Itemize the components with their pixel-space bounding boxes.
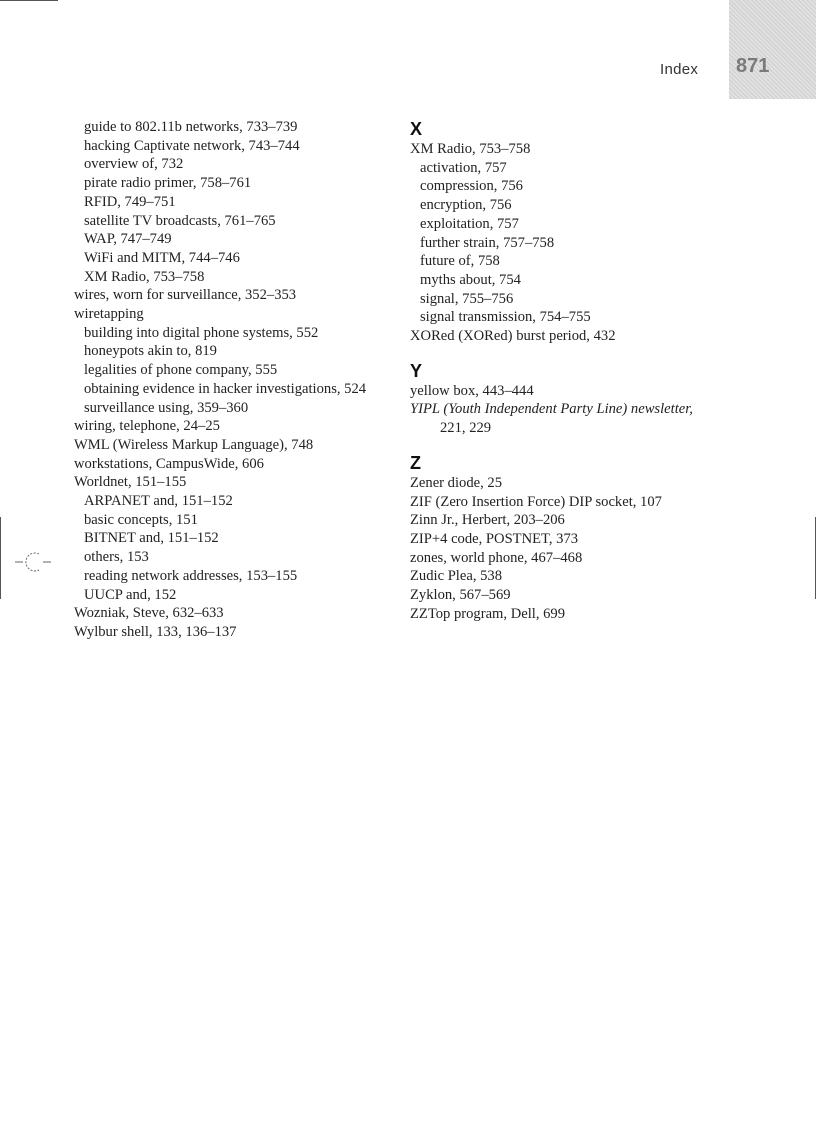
index-entry: Wylbur shell, 133, 136–137	[74, 623, 237, 640]
index-subentry: BITNET and, 151–152	[84, 530, 219, 547]
index-entry: Zudic Plea, 538	[410, 568, 503, 585]
index-subentry: myths about, 754	[420, 271, 521, 288]
page-number: 871	[736, 55, 770, 77]
index-subentry: reading network addresses, 153–155	[84, 567, 298, 584]
index-entry: wires, worn for surveillance, 352–353	[74, 287, 297, 304]
index-entry: wiring, telephone, 24–25	[74, 418, 220, 435]
index-entry: Zyklon, 567–569	[410, 587, 511, 604]
section-spacer	[410, 438, 730, 452]
index-subentry: exploitation, 757	[420, 215, 519, 232]
index-subentry: activation, 757	[420, 159, 507, 176]
index-entry: Wozniak, Steve, 632–633	[74, 605, 224, 622]
index-subentry: WAP, 747–749	[84, 231, 172, 248]
index-subentry: signal, 755–756	[420, 290, 514, 307]
index-subentry: basic concepts, 151	[84, 511, 198, 528]
index-subentry: surveillance using, 359–360	[84, 399, 249, 416]
crop-mark-top	[0, 0, 58, 1]
index-entry: workstations, CampusWide, 606	[74, 455, 264, 472]
index-subentry: guide to 802.11b networks, 733–739	[84, 119, 298, 135]
index-subentry: honeypots akin to, 819	[84, 343, 217, 360]
index-subentry: XM Radio, 753–758	[84, 268, 205, 285]
index-letter-heading: Y	[410, 360, 423, 381]
index-entry: wiretapping	[74, 306, 144, 323]
index-entry: XORed (XORed) burst period, 432	[410, 328, 616, 345]
index-subentry: legalities of phone company, 555	[84, 362, 278, 379]
index-letter-heading: Z	[410, 452, 421, 473]
index-subentry: compression, 756	[420, 178, 523, 195]
index-entry: ZZTop program, Dell, 699	[410, 605, 566, 622]
crop-mark-left	[0, 517, 1, 599]
index-entry: Zener diode, 25	[410, 474, 502, 491]
index-subentry: obtaining evidence in hacker investigations, 524	[84, 380, 367, 397]
index-entry: Worldnet, 151–155	[74, 474, 187, 491]
index-entry: WML (Wireless Markup Language), 748	[74, 436, 314, 453]
page-tab	[729, 0, 816, 99]
index-subentry: overview of, 732	[84, 156, 184, 173]
index-column-left	[74, 118, 374, 642]
index-subentry: encryption, 756	[420, 197, 512, 214]
index-entry: XM Radio, 753–758	[410, 141, 531, 157]
index-subentry: hacking Captivate network, 743–744	[84, 137, 300, 154]
index-entry: yellow box, 443–444	[410, 382, 534, 399]
index-entry: ZIF (Zero Insertion Force) DIP socket, 107	[410, 493, 662, 510]
index-subentry: pirate radio primer, 758–761	[84, 175, 252, 192]
index-column-right	[410, 118, 730, 623]
index-entry: ZIP+4 code, POSTNET, 373	[410, 530, 579, 547]
index-subentry: UUCP and, 152	[84, 586, 177, 603]
index-subentry: WiFi and MITM, 744–746	[84, 249, 240, 266]
running-header: Index	[660, 61, 699, 78]
index-subentry: others, 153	[84, 549, 149, 566]
index-entry: Zinn Jr., Herbert, 203–206	[410, 512, 565, 529]
index-subentry: satellite TV broadcasts, 761–765	[84, 212, 276, 229]
index-subentry: ARPANET and, 151–152	[84, 493, 233, 510]
index-entry: 221, 229	[440, 420, 492, 437]
index-subentry: further strain, 757–758	[420, 234, 555, 251]
index-subentry: building into digital phone systems, 552	[84, 324, 319, 341]
index-subentry: RFID, 749–751	[84, 193, 176, 210]
index-subentry: future of, 758	[420, 253, 500, 270]
index-letter-heading: X	[410, 119, 423, 139]
section-spacer	[410, 346, 730, 360]
registration-mark-icon	[15, 549, 51, 575]
index-subentry: signal transmission, 754–755	[420, 309, 591, 326]
index-entry: zones, world phone, 467–468	[410, 549, 583, 566]
index-entry: YIPL (Youth Independent Party Line) newsletter,	[410, 401, 693, 418]
